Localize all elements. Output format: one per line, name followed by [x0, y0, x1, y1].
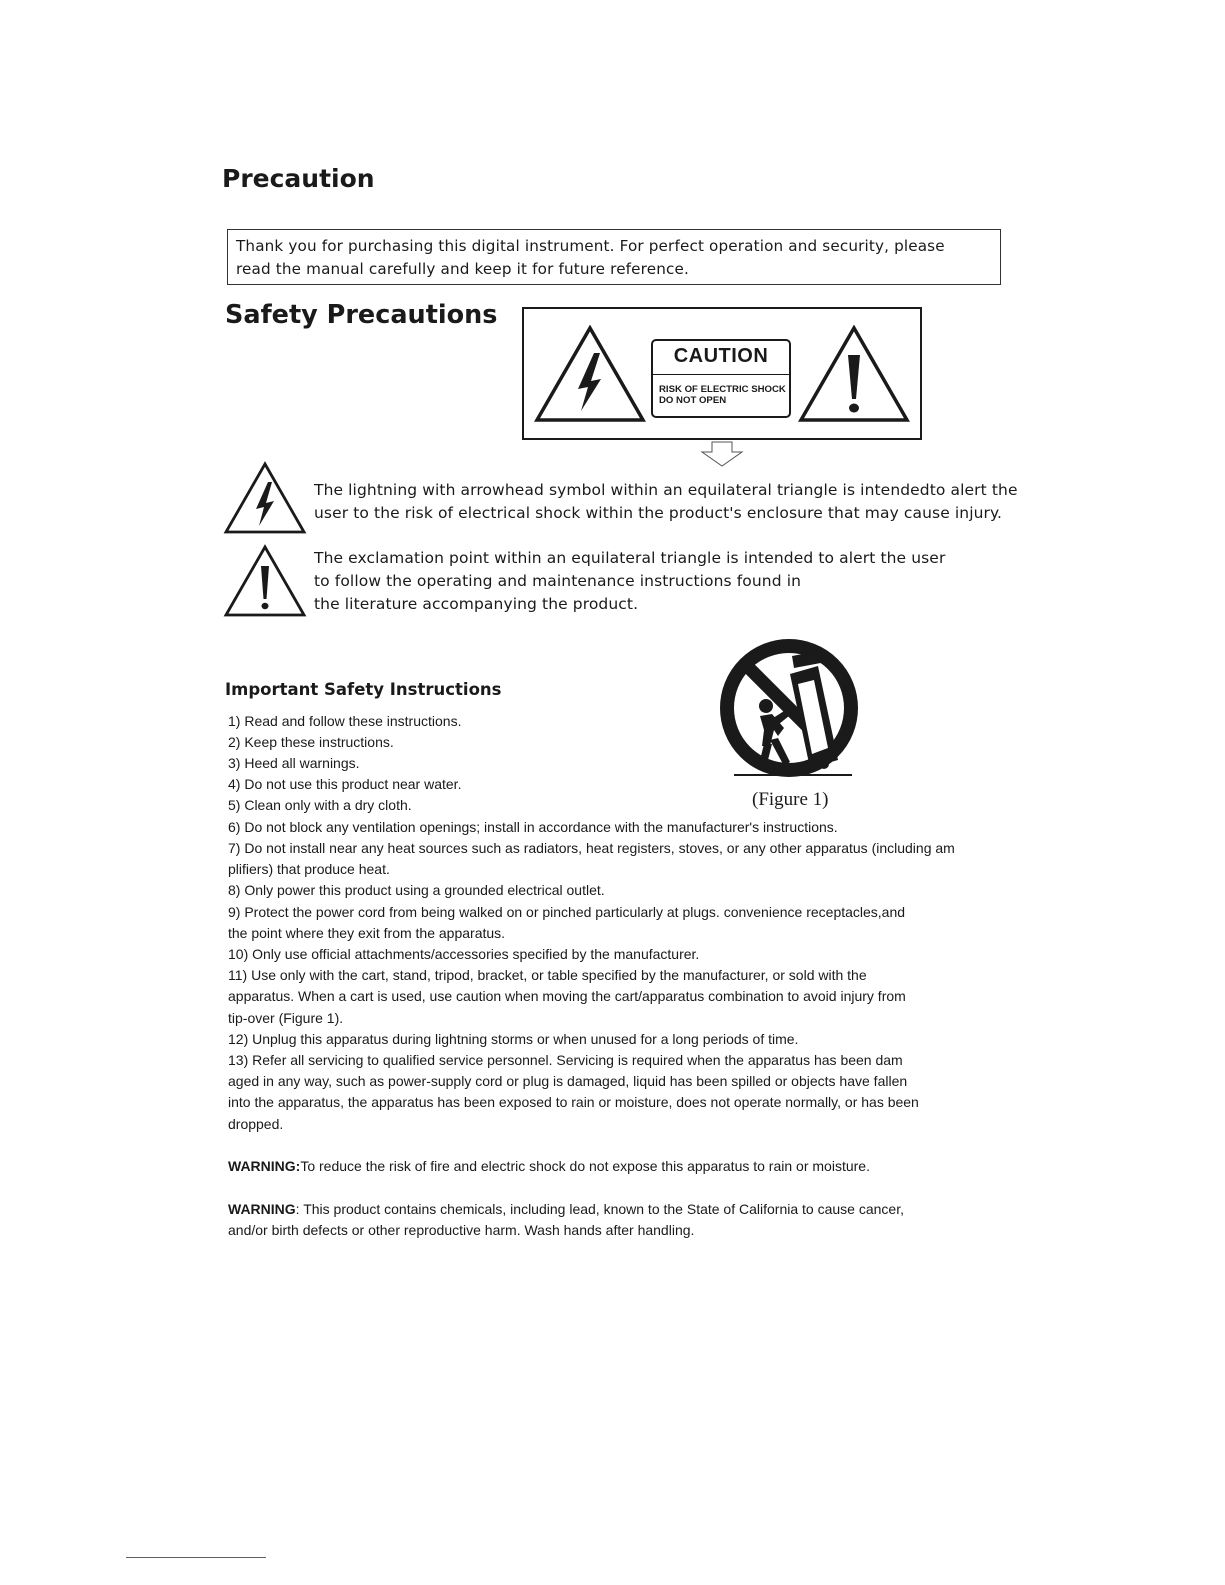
- instruction-line: 8) Only power this product using a grounded electrical outlet.: [228, 882, 605, 898]
- safety-heading: Safety Precautions: [225, 300, 498, 330]
- instruction-line: 9) Protect the power cord from being walked on or pinched particularly at plugs. convenience receptacles,and: [228, 904, 906, 920]
- caution-divider: [653, 374, 789, 375]
- intro-line-2: read the manual carefully and keep it for future reference.: [236, 260, 689, 278]
- exclamation-desc-line-3: the literature accompanying the product.: [314, 595, 639, 613]
- instruction-line: apparatus. When a cart is used, use caution when moving the cart/apparatus combination to avoid injury from: [228, 988, 906, 1004]
- instruction-line: into the apparatus, the apparatus has been exposed to rain or moisture, does not operate normally, or has been: [228, 1094, 919, 1110]
- instructions-title: Important Safety Instructions: [225, 680, 502, 699]
- instruction-line: 1) Read and follow these instructions.: [228, 713, 462, 729]
- instruction-line: tip-over (Figure 1).: [228, 1010, 344, 1026]
- figure-caption: (Figure 1): [752, 789, 829, 810]
- lightning-desc-line-2: user to the risk of electrical shock within the product's enclosure that may cause injury.: [314, 504, 1003, 522]
- instruction-line: 13) Refer all servicing to qualified service personnel. Servicing is required when the apparatus has been dam: [228, 1052, 903, 1068]
- exclamation-desc-line-2: to follow the operating and maintenance instructions found in: [314, 572, 802, 590]
- warning-chemicals-line-2: and/or birth defects or other reproductive harm. Wash hands after handling.: [228, 1222, 695, 1238]
- instruction-line: plifiers) that produce heat.: [228, 861, 390, 877]
- instruction-line: aged in any way, such as power-supply cord or plug is damaged, liquid has been spilled or objects have fallen: [228, 1073, 908, 1089]
- no-cart-tipover-icon: [714, 636, 864, 786]
- instruction-line: 12) Unplug this apparatus during lightning storms or when unused for a long periods of time.: [228, 1031, 799, 1047]
- instruction-line: dropped.: [228, 1116, 284, 1132]
- exclamation-triangle-icon: [798, 325, 910, 423]
- page-title: Precaution: [222, 164, 375, 193]
- exclamation-symbol-icon: [223, 544, 307, 618]
- lightning-triangle-icon: [534, 325, 646, 423]
- warning-text: : This product contains chemicals, including lead, known to the State of California to cause cancer,: [295, 1201, 904, 1217]
- instruction-line: 10) Only use official attachments/accessories specified by the manufacturer.: [228, 946, 700, 962]
- instruction-line: the point where they exit from the apparatus.: [228, 925, 506, 941]
- exclamation-desc-line-1: The exclamation point within an equilateral triangle is intended to alert the user: [314, 549, 946, 567]
- instruction-line: 7) Do not install near any heat sources such as radiators, heat registers, stoves, or any other apparatus (including am: [228, 840, 955, 856]
- instruction-line: 6) Do not block any ventilation openings; install in accordance with the manufacturer's instructions.: [228, 819, 838, 835]
- instruction-line: 3) Heed all warnings.: [228, 755, 360, 771]
- lightning-desc-line-1: The lightning with arrowhead symbol within an equilateral triangle is intendedto alert the: [314, 481, 1018, 499]
- warning-text: To reduce the risk of fire and electric shock do not expose this apparatus to rain or moisture.: [300, 1158, 870, 1174]
- warning-chemicals: [228, 1201, 904, 1217]
- footer-link-underline[interactable]: [126, 1557, 266, 1558]
- caution-sub-1: RISK OF ELECTRIC SHOCK: [659, 384, 786, 395]
- instruction-line: 4) Do not use this product near water.: [228, 776, 462, 792]
- instruction-line: 11) Use only with the cart, stand, tripod, bracket, or table specified by the manufacturer, or sold with the: [228, 967, 867, 983]
- warning-fire-shock: [228, 1158, 870, 1174]
- down-arrow-icon: [700, 441, 744, 467]
- intro-line-1: Thank you for purchasing this digital instrument. For perfect operation and security, please: [236, 237, 945, 255]
- caution-sub-2: DO NOT OPEN: [659, 395, 727, 406]
- warning-label: WARNING: [228, 1201, 296, 1217]
- instruction-line: 5) Clean only with a dry cloth.: [228, 797, 412, 813]
- caution-title: CAUTION: [673, 345, 769, 367]
- instruction-line: 2) Keep these instructions.: [228, 734, 394, 750]
- lightning-symbol-icon: [223, 461, 307, 535]
- warning-label: WARNING:: [228, 1158, 301, 1174]
